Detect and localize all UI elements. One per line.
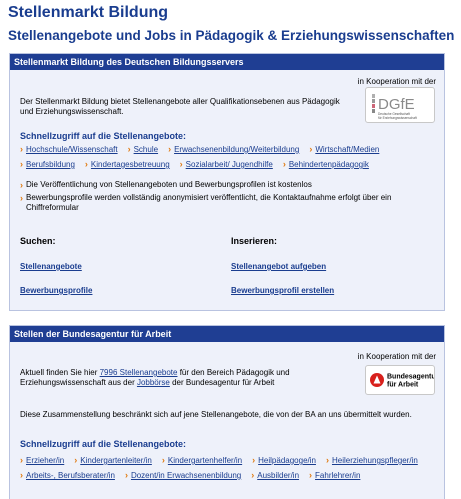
arrow-icon: › — [309, 470, 313, 480]
arrow-icon: › — [127, 144, 131, 154]
quick-links — [20, 142, 440, 172]
ba-logo-line1: Bundesagentur — [387, 373, 434, 381]
arrow-icon: › — [252, 455, 256, 465]
arrow-icon: › — [84, 159, 88, 169]
bullet-item — [20, 180, 435, 190]
quick-link-item — [252, 453, 316, 468]
intro-part: der Bundesagentur für Arbeit — [169, 378, 275, 387]
arrow-icon: › — [20, 180, 23, 190]
section-stellenmarkt — [9, 53, 445, 311]
ba-intro-text — [20, 368, 355, 388]
quick-link-item — [251, 468, 299, 483]
quick-link-item — [20, 453, 64, 468]
bullet-text: Die Veröffentlichung von Stellenangeboten und Bewerbungsprofilen ist kostenlos — [26, 180, 312, 189]
quick-link[interactable]: Erzieher/in — [26, 456, 65, 465]
section-bundesagentur — [9, 325, 445, 499]
arrow-icon: › — [282, 159, 286, 169]
bullet-item — [20, 193, 415, 213]
quick-link-item — [20, 142, 118, 157]
quick-link-item — [309, 468, 360, 483]
arrow-icon: › — [161, 455, 165, 465]
arrow-icon: › — [20, 193, 23, 203]
section-header: Stellenmarkt Bildung des Deutschen Bildungsservers — [10, 54, 444, 70]
dgfe-logo-text: DGfE — [378, 96, 415, 113]
quick-link-item — [74, 453, 152, 468]
arrow-icon: › — [168, 144, 172, 154]
ba-logo[interactable] — [365, 365, 435, 395]
dgfe-logo-icon — [366, 88, 434, 122]
quick-link[interactable]: Heilpädagoge/in — [258, 456, 316, 465]
arrow-icon: › — [20, 144, 23, 154]
cooperation-label: in Kooperation mit der — [357, 77, 436, 86]
link-bewerbungsprofil-erstellen[interactable]: Bewerbungsprofil erstellen — [231, 286, 335, 295]
quick-link[interactable]: Sozialarbeit/ Jugendhilfe — [185, 160, 273, 169]
arrow-icon: › — [251, 470, 255, 480]
arrow-icon: › — [20, 159, 23, 169]
quick-link-item — [20, 157, 75, 172]
link-stellenangebote[interactable]: Stellenangebote — [20, 262, 82, 271]
quick-link-item — [85, 157, 170, 172]
quick-link[interactable]: Dozent/in Erwachsenenbildung — [130, 471, 242, 480]
link-bewerbungsprofile[interactable]: Bewerbungsprofile — [20, 286, 93, 295]
quick-link-item — [125, 468, 241, 483]
arrow-icon: › — [179, 159, 183, 169]
insert-heading: Inserieren: — [231, 236, 278, 246]
quick-link[interactable]: Fahrlehrer/in — [315, 471, 361, 480]
quick-link[interactable]: Wirtschaft/Medien — [315, 145, 380, 154]
quick-access-title: Schnellzugriff auf die Stellenangebote: — [20, 439, 187, 449]
quick-link-item — [168, 142, 299, 157]
arrow-icon: › — [20, 470, 23, 480]
arrow-icon: › — [325, 455, 329, 465]
quick-link[interactable]: Arbeits-, Berufsberater/in — [26, 471, 115, 480]
page-title: Stellenmarkt Bildung — [8, 4, 169, 21]
quick-link[interactable]: Kindergartenleiter/in — [80, 456, 152, 465]
quick-link[interactable]: Schule — [133, 145, 159, 154]
quick-link-item — [283, 157, 369, 172]
cooperation-label: in Kooperation mit der — [357, 352, 436, 361]
dgfe-caption-1: Deutsche Gesellschaft — [378, 112, 410, 116]
quick-link[interactable]: Heilerziehungspfleger/in — [331, 456, 418, 465]
page-subtitle: Stellenangebote und Jobs in Pädagogik & Erziehungswissenschaften — [8, 28, 455, 43]
quick-link[interactable]: Ausbilder/in — [257, 471, 300, 480]
intro-part: Aktuell finden Sie hier — [20, 368, 100, 377]
arrow-icon: › — [20, 455, 23, 465]
quick-link[interactable]: Berufsbildung — [26, 160, 75, 169]
bullet-text: Bewerbungsprofile werden vollständig anonymisiert veröffentlicht, die Kontaktaufnahme erfolgt über ein Chiffreformular — [26, 193, 392, 212]
link-stellenangebot-aufgeben[interactable]: Stellenangebot aufgeben — [231, 262, 327, 271]
link-jobboerse[interactable]: Jobbörse — [136, 378, 170, 387]
arrow-icon: › — [309, 144, 313, 154]
intro-part: für den Bereich Pädagogik und Erziehungswissenschaft aus der — [20, 368, 290, 387]
quick-link[interactable]: Behindertenpädagogik — [288, 160, 369, 169]
quick-link[interactable]: Kindertagesbetreuung — [90, 160, 170, 169]
ba-note: Diese Zusammenstellung beschränkt sich auf jene Stellenangebote, die von der BA an uns übermittelt wurden. — [20, 410, 412, 419]
quick-links — [20, 453, 440, 483]
dgfe-logo[interactable] — [365, 87, 435, 123]
quick-access-title: Schnellzugriff auf die Stellenangebote: — [20, 131, 187, 141]
ba-logo-line2: für Arbeit — [387, 381, 419, 389]
dgfe-caption-2: für Erziehungswissenschaft — [378, 116, 417, 120]
search-heading: Suchen: — [20, 236, 56, 246]
arrow-icon: › — [124, 470, 128, 480]
quick-link[interactable]: Hochschule/Wissenschaft — [26, 145, 118, 154]
quick-link-item — [20, 468, 115, 483]
quick-link-item — [309, 142, 379, 157]
quick-link-item — [180, 157, 273, 172]
section-header: Stellen der Bundesagentur für Arbeit — [10, 326, 444, 342]
quick-link-item — [162, 453, 242, 468]
quick-link[interactable]: Kindergartenhelfer/in — [167, 456, 243, 465]
quick-link[interactable]: Erwachsenenbildung/Weiterbildung — [174, 145, 300, 154]
link-stellenangebote-count[interactable]: 7996 Stellenangebote — [99, 368, 178, 377]
ba-logo-icon — [366, 366, 434, 394]
quick-link-item — [326, 453, 418, 468]
quick-link-item — [128, 142, 158, 157]
intro-text: Der Stellenmarkt Bildung bietet Stellenangebote aller Qualifikationsebenen aus Pädagogik und Erziehungswissenschaft. — [20, 97, 340, 116]
arrow-icon: › — [74, 455, 78, 465]
